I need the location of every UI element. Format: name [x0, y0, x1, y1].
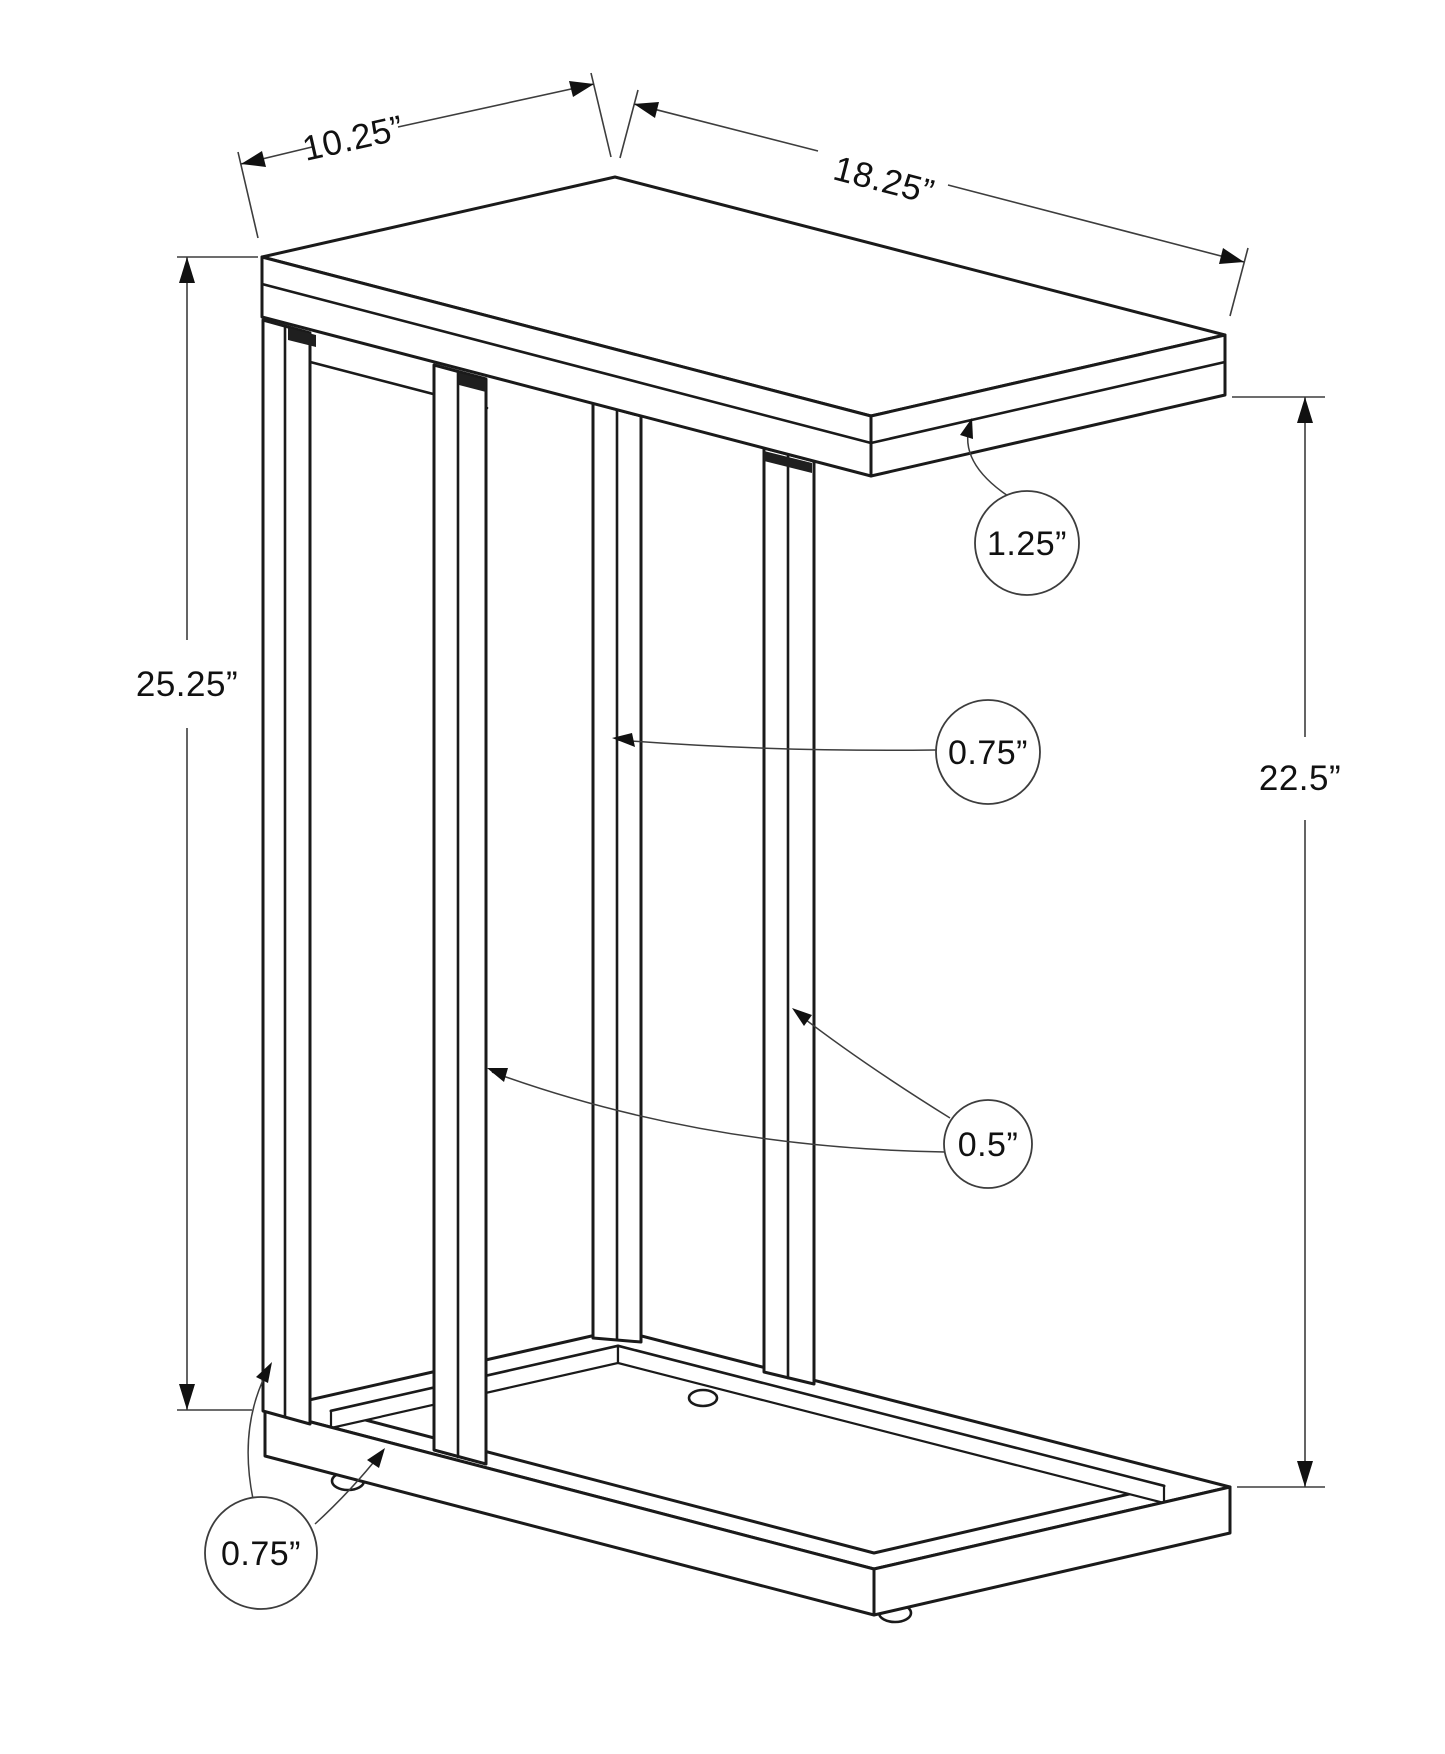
callout-label-post-secondary: 0.5” — [957, 1126, 1019, 1164]
callout-post-main — [612, 700, 1040, 804]
callout-label-post-main: 0.75” — [948, 734, 1028, 772]
arrowhead — [1297, 1461, 1313, 1487]
callout-label-top-thickness: 1.25” — [987, 525, 1067, 563]
dim-label-top-length: 18.25” — [829, 148, 939, 213]
base-frame — [265, 1330, 1230, 1622]
post-back-mid — [764, 448, 814, 1384]
arrowhead — [487, 1068, 508, 1082]
dim-label-top-depth: 10.25” — [298, 108, 408, 169]
base-front-left-face — [265, 1410, 874, 1615]
arrowhead — [179, 257, 195, 283]
arrowhead — [1297, 397, 1313, 423]
foot-glide — [689, 1390, 717, 1406]
arrowhead — [179, 1384, 195, 1410]
dimension-overall-height — [136, 257, 258, 1410]
arrowhead — [241, 151, 266, 167]
tabletop — [262, 177, 1225, 476]
callout-post-secondary — [487, 1008, 1032, 1188]
base-inner-wall-right — [618, 1346, 1164, 1503]
post-front-mid — [434, 365, 486, 1464]
arrowhead — [634, 102, 659, 118]
dim-label-clearance-height: 22.5” — [1258, 759, 1342, 798]
arrowhead — [1219, 248, 1244, 264]
callout-label-base-tube: 0.75” — [221, 1535, 301, 1573]
post-front-left — [263, 320, 310, 1424]
dim-label-overall-height: 25.25” — [135, 665, 239, 704]
dimension-clearance-height — [1232, 397, 1341, 1487]
post-back-left — [593, 403, 641, 1342]
arrowhead — [569, 81, 594, 97]
